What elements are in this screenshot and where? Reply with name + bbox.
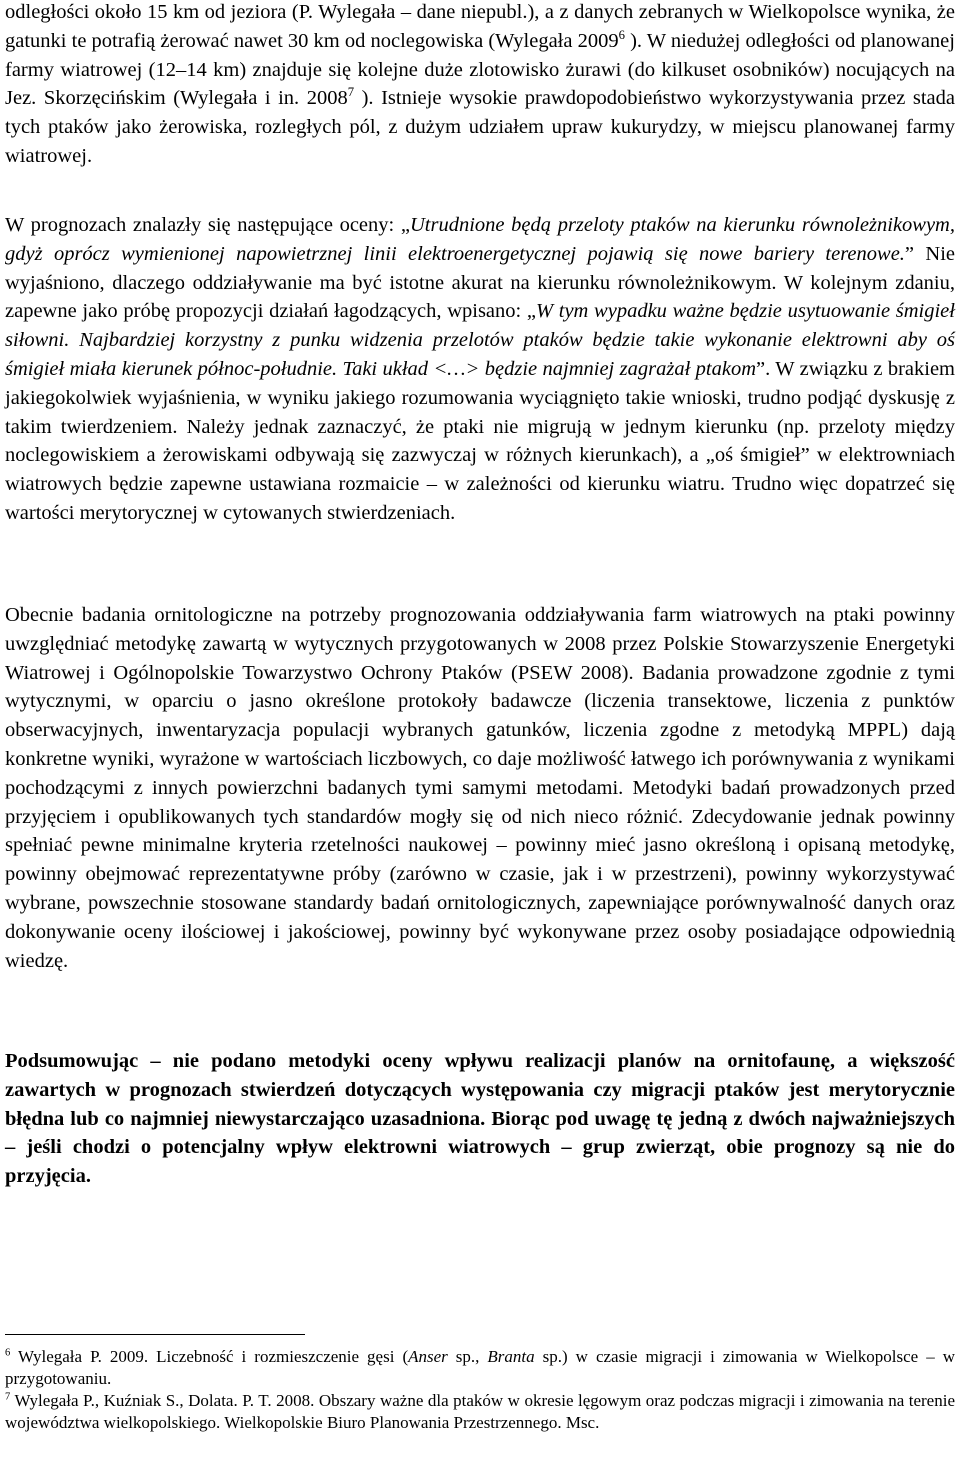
forecast-quote-1: Utrudnione będą przeloty ptaków na kierunku równoleżnikowym, gdyż oprócz wymienionej napowietrznej linii elektroenergetycznej pojawią się nowe bariery terenowe. xyxy=(5,214,955,265)
paragraph-2-text-c: ”. W związku z brakiem jakiegokolwiek wyjaśnienia, w wyniku jakiego rozumowania wyciągnięto takie wnioski, trudno podjąć dyskusję z takim twierdzeniem. Należy jednak zaznaczyć, że ptaki nie migrują w jednym kierunku (np. przeloty między noclegowiskiem a żerowiskami odbywają się zazwyczaj w różnych kierunkach), a „oś śmigieł” w elektrowniach wiatrowych będzie zapewne ustawiana rozmaicie – w zależności od kierunku wiatru. Trudno więc dopatrzeć się wartości merytorycznej w cytowanych stwierdzeniach. xyxy=(5,357,955,524)
forecast-quote-2: W tym wypadku ważne będzie usytuowanie śmigieł siłowni. Najbardziej korzystny z punku widzenia przelotów ptaków będzie takie wykonanie elektrowni aby oś śmigieł miała kierunek północ-południe. Taki układ <…> będzie najmniej zagrażał ptakom xyxy=(5,300,955,380)
footnote-6 xyxy=(5,1346,955,1390)
paragraph-1-text-b: ). W niedużej odległości od planowanej farmy wiatrowej (12–14 km) znajduje się kolejne duże zlotowisko żurawi (do kilkuset osobników) nocujących na Jez. Skorzęcińskim (Wylegała i in. 2008 xyxy=(5,29,955,110)
footnote-6-text-c: sp.) w czasie migracji i zimowania w Wielkopolsce – w przygotowaniu. xyxy=(5,1347,955,1388)
footnote-6-number: 6 xyxy=(5,1347,11,1359)
footnote-6-genus-branta: Branta xyxy=(487,1347,535,1366)
paragraph-1-text-c: ). Istnieje wysokie prawdopodobieństwo wykorzystywania przez stada tych ptaków jako żerowiska, rozległych pól, z dużym udziałem upraw kukurydzy, w miejscu planowanej farmy wiatrowej. xyxy=(5,87,955,167)
footnote-7-text: Wylegała P., Kuźniak S., Dolata. P. T. 2008. Obszary ważne dla ptaków w okresie lęgowym oraz podczas migracji i zimowania na terenie województwa wielkopolskiego. Wielkopolskie Biuro Planowania Przestrzennego. Msc. xyxy=(5,1391,955,1432)
footnote-6-text-b: sp., xyxy=(447,1347,488,1366)
footnote-ref-7[interactable]: 7 xyxy=(347,85,355,100)
paragraph-crane-feeding xyxy=(5,0,955,171)
paragraph-1-text-a: odległości około 15 km od jeziora (P. Wylegała – dane niepubl.), a z danych zebranych w Wielkopolsce wynika, że gatunki te potrafią żerować nawet 30 km od noclegowiska (Wylegała 2009 xyxy=(5,1,955,52)
paragraph-methodology: Obecnie badania ornitologiczne na potrzeby prognozowania oddziaływania farm wiatrowych na ptaki powinny uwzględniać metodykę zawartą w wytycznych przygotowanych w 2008 przez Polskie Stowarzyszenie Energetyki Wiatrowej i Ogólnopolskie Towarzystwo Ochrony Ptaków (PSEW 2008). Badania prowadzone zgodnie z tymi wytycznymi, w oparciu o jasno określone protokoły badawcze (liczenia transektowe, liczenia z punktów obserwacyjnych, inwentaryzacja populacji wybranych gatunków, liczenia zgodne z metodyką MPPL) dają konkretne wyniki, wyrażone w wartościach liczbowych, co daje możliwość łatwego ich porównywania z wynikami pochodzącymi z innych powierzchni badanych tymi samymi metodami. Metodyki badań prowadzonych przed przyjęciem i opublikowanych tych standardów mogły się od nich nieco różnić. Zdecydowanie jednak powinny spełniać pewne minimalne kryteria rzetelności naukowej – powinny mieć jasno określoną i opisaną metodykę, powinny obejmować reprezentatywne próby (zarówno w czasie, jak i w przestrzeni), powinny wykorzystywać wybrane, powszechnie stosowane standardy badań ornitologicznych, zapewniające porównywalność danych oraz dokonywanie oceny ilościowej i jakościowej, powinny być wykonywane przez osoby posiadające odpowiednią wiedzę. xyxy=(5,604,955,972)
footnote-6-text-a: Wylegała P. 2009. Liczebność i rozmieszczenie gęsi ( xyxy=(10,1347,409,1366)
footnote-7 xyxy=(5,1390,955,1434)
paragraph-summary: Podsumowując – nie podano metodyki oceny wpływu realizacji planów na ornitofaunę, a większość zawartych w prognozach stwierdzeń dotyczących występowania czy migracji ptaków jest merytorycznie błędna lub co najmniej niewystarczająco uzasadniona. Biorąc pod uwagę tę jedną z dwóch najważniejszych – jeśli chodzi o potencjalny wpływ elektrowni wiatrowych – grup zwierząt, obie prognozy są nie do przyjęcia. xyxy=(5,1050,955,1188)
footnote-ref-6[interactable]: 6 xyxy=(618,27,625,42)
paragraph-2-text-a: W prognozach znalazły się następujące oceny: „ xyxy=(5,214,410,236)
footnote-7-number: 7 xyxy=(5,1391,11,1403)
paragraph-forecast-critique xyxy=(5,211,955,528)
footnote-separator xyxy=(5,1334,305,1335)
paragraph-2-text-b: ” Nie wyjaśniono, dlaczego oddziaływanie ma być istotne akurat na kierunku równoleżnikowym. W kolejnym zdaniu, zapewne jako próbę propozycji działań łagodzących, wpisano: „ xyxy=(5,242,955,323)
footnote-6-genus-anser: Anser xyxy=(408,1347,448,1366)
